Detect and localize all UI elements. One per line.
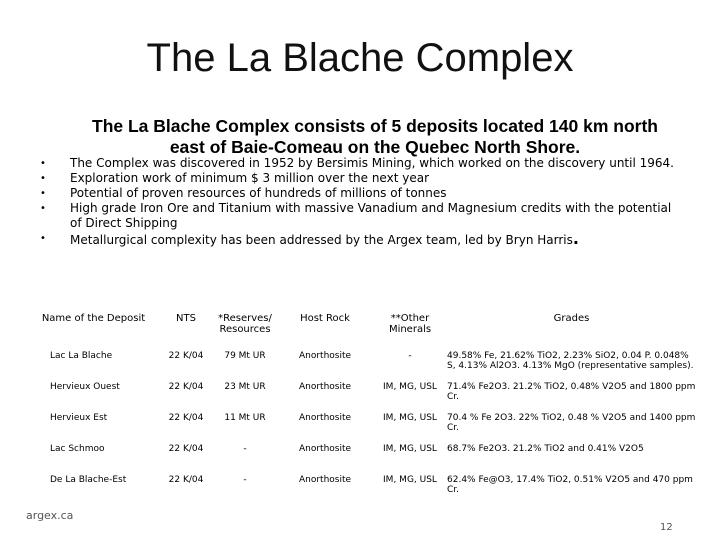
footer-source: argex.ca [26,509,74,522]
bullet-text: Exploration work of minimum $ 3 million over the next year [70,171,429,185]
table-row [30,345,698,376]
bullet-text: High grade Iron Ore and Titanium with massive Vanadium and Magnesium credits with the potential of Direct Shipping [70,201,672,230]
bullet-item [40,231,680,248]
cell-grades: 68.7% Fe2O3. 21.2% TiO2 and 0.41% V2O5 [447,444,644,454]
bullet-marker: • [40,203,46,214]
cell-host-rock: Anorthosite [298,382,352,392]
cell-deposit-name: Lac Schmoo [50,444,105,454]
bullet-item [40,156,680,171]
bullet-item [40,171,680,186]
bullet-marker: • [40,233,46,244]
cell-host-rock: Anorthosite [298,351,352,361]
table-row [30,376,698,407]
cell-grades: 62.4% Fe@O3, 17.4% TiO2, 0.51% V2O5 and 470 ppm Cr. [447,475,693,495]
bullet-item [40,186,680,201]
page-number: 12 [660,522,673,533]
cell-nts: 22 K/04 [168,413,204,423]
bullet-list [40,156,680,248]
cell-nts: 22 K/04 [168,382,204,392]
bullet-text: The Complex was discovered in 1952 by Bersimis Mining, which worked on the discovery until 1964. [70,156,674,170]
header-deposit-name: Name of the Deposit [41,313,146,324]
cell-deposit-name: De La Blache-Est [50,475,127,485]
cell-grades: 49.58% Fe, 21.62% TiO2, 2.23% SiO2, 0.04 P. 0.048% S, 4.13% Al2O3. 4.13% MgO (representative samples). [447,351,694,371]
cell-host-rock: Anorthosite [298,413,352,423]
cell-reserves: 11 Mt UR [224,413,266,423]
cell-other-minerals: IM, MG, USL [383,444,437,454]
cell-other-minerals: IM, MG, USL [383,475,437,485]
cell-deposit-name: Hervieux Ouest [50,382,120,392]
slide-title: The La Blache Complex [146,36,574,80]
cell-host-rock: Anorthosite [298,444,352,454]
cell-nts: 22 K/04 [168,444,204,454]
cell-reserves: 23 Mt UR [224,382,266,392]
header-grades: Grades [553,313,590,324]
cell-host-rock: Anorthosite [298,475,352,485]
cell-nts: 22 K/04 [168,475,204,485]
bullet-text: Potential of proven resources of hundreds of millions of tonnes [70,186,447,200]
cell-grades: 71.4% Fe2O3. 21.2% TiO2, 0.48% V2O5 and 1800 ppm Cr. [447,382,696,402]
header-reserves: *Reserves/ Resources [218,313,272,335]
header-host-rock: Host Rock [300,313,350,324]
table-header-row [30,303,698,345]
cell-other-minerals: IM, MG, USL [383,413,437,423]
cell-grades: 70.4 % Fe 2O3. 22% TiO2, 0.48 % V2O5 and 1400 ppm Cr. [447,413,696,433]
bullet-marker: • [40,173,46,184]
bullet-marker: • [40,188,46,199]
bullet-marker: • [40,158,46,169]
header-other-minerals: **Other Minerals [388,313,432,335]
cell-other-minerals: - [408,351,412,361]
table-row [30,407,698,438]
deposits-table [30,303,698,500]
cell-nts: 22 K/04 [168,351,204,361]
bullet-item [40,201,680,231]
bullet-period: . [572,229,579,248]
table-row [30,469,698,500]
cell-reserves: - [243,444,247,454]
cell-deposit-name: Hervieux Est [50,413,108,423]
cell-other-minerals: IM, MG, USL [383,382,437,392]
bullet-text: Metallurgical complexity has been addressed by the Argex team, led by Bryn Harris [70,233,573,247]
cell-reserves: - [243,475,247,485]
slide-subtitle: The La Blache Complex consists of 5 deposits located 140 km north east of Baie-Comeau on the Quebec North Shore. [92,116,658,157]
header-nts: NTS [176,313,196,324]
table-row [30,438,698,469]
cell-reserves: 79 Mt UR [224,351,266,361]
cell-deposit-name: Lac La Blache [50,351,113,361]
